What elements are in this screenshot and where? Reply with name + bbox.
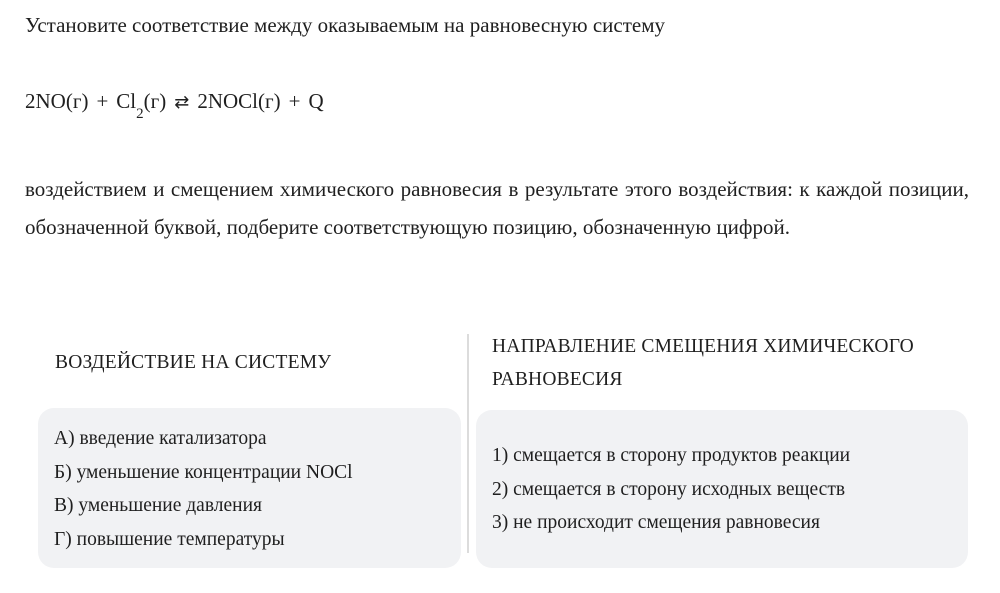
list-item: В) уменьшение давления	[54, 495, 263, 516]
plus-sign: +	[288, 89, 301, 113]
reaction-equation	[25, 86, 324, 122]
effects-panel	[38, 408, 461, 568]
shift-direction-panel	[476, 410, 968, 568]
reactant-cl2: Cl2(г)	[116, 86, 166, 119]
list-item: Г) повышение температуры	[54, 528, 285, 550]
task-intro: Установите соответствие между оказываемым на равновесную систему	[25, 13, 666, 37]
list-item: Б) уменьшение концентрации NOCl	[54, 461, 353, 483]
task-instructions: воздействием и смещением химического равновесия в результате этого воздействия: к каждой позиции, обозначенной буквой, подберите соответствующую позицию, обозначенную цифрой.	[25, 177, 969, 239]
effects-list	[54, 422, 353, 556]
list-item: 1) смещается в сторону продуктов реакции	[492, 445, 851, 466]
subscript: 2	[136, 106, 144, 122]
list-item: 3) не происходит смещения равновесия	[492, 512, 820, 533]
heat-q: Q	[308, 89, 324, 113]
column-divider	[467, 334, 469, 553]
reactant-no: 2NO(г)	[25, 89, 89, 113]
plus-sign: +	[96, 89, 109, 113]
left-column-header: ВОЗДЕЙСТВИЕ НА СИСТЕМУ	[55, 352, 332, 373]
equilibrium-arrow-icon: ⇄	[174, 92, 190, 113]
list-item: А) введение катализатора	[54, 428, 267, 449]
right-column-header: НАПРАВЛЕНИЕ СМЕЩЕНИЯ ХИМИЧЕСКОГО РАВНОВЕСИЯ	[492, 336, 914, 390]
shift-direction-list	[492, 439, 850, 540]
product-nocl: 2NOCl(г)	[197, 89, 281, 113]
list-item: 2) смещается в сторону исходных веществ	[492, 478, 846, 500]
